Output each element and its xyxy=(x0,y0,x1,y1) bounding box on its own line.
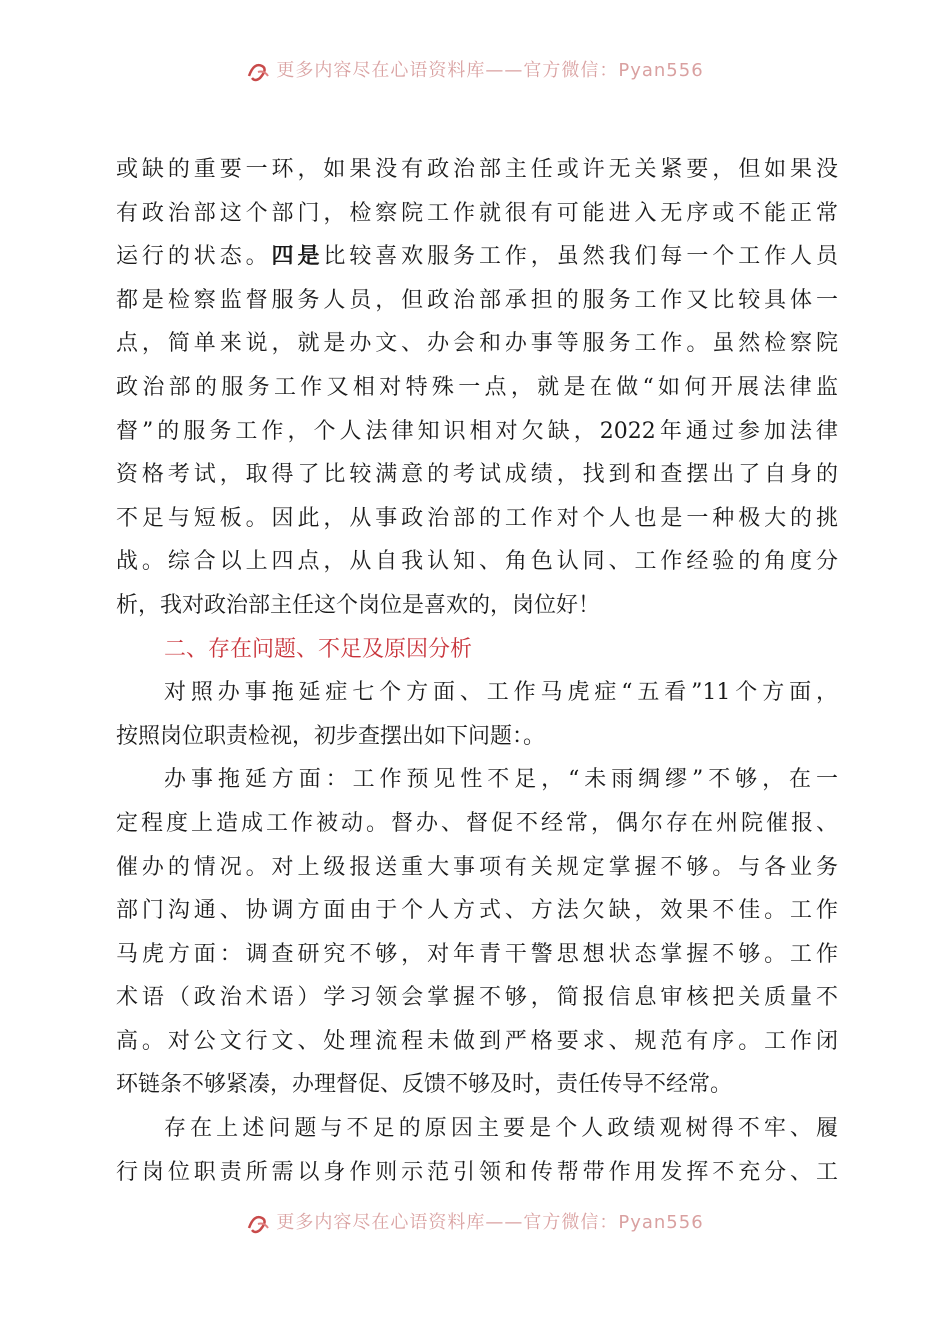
text-line: 督”的服务工作，个人法律知识相对欠缺，2022年通过参加法律 xyxy=(116,418,838,444)
document-body xyxy=(116,148,838,1194)
text-line: 都是检察监督服务人员，但政治部承担的服务工作又比较具体一 xyxy=(116,287,838,313)
text-line: 对照办事拖延症七个方面、工作马虎症“五看”11个方面， xyxy=(164,680,838,706)
text-line: 行岗位职责所需以身作则示范引领和传帮带作用发挥不充分、工 xyxy=(116,1159,838,1185)
text-line: 环链条不够紧凑，办理督促、反馈不够及时，责任传导不经常。 xyxy=(116,1072,733,1098)
paragraph-3 xyxy=(116,758,838,1107)
paragraph-1 xyxy=(116,148,838,628)
text-line: 政治部的服务工作又相对特殊一点，就是在做“如何开展法律监 xyxy=(116,374,838,400)
text-line: 有政治部这个部门，检察院工作就很有可能进入无序或不能正常 xyxy=(116,200,838,226)
bold-lead: 四是 xyxy=(271,243,324,270)
watermark-text: 更多内容尽在心语资料库——官方微信：Pyan556 xyxy=(276,60,704,81)
text-line: 点，简单来说，就是办文、办会和办事等服务工作。虽然检察院 xyxy=(116,331,838,357)
text-line: 催办的情况。对上级报送重大事项有关规定掌握不够。与各业务 xyxy=(116,854,838,880)
text-segment: 运行的状态。 xyxy=(116,244,272,270)
logo-icon xyxy=(246,58,272,84)
paragraph-2 xyxy=(116,671,838,758)
text-line: 资格考试，取得了比较满意的考试成绩，找到和查摆出了自身的 xyxy=(116,462,838,488)
paragraph-4 xyxy=(116,1107,838,1194)
watermark-header xyxy=(0,56,950,84)
text-line xyxy=(116,235,838,279)
text-line: 不足与短板。因此，从事政治部的工作对个人也是一种极大的挑 xyxy=(116,505,838,531)
text-line: 存在上述问题与不足的原因主要是个人政绩观树得不牢、履 xyxy=(164,1116,838,1142)
text-line: 术语（政治术语）学习领会掌握不够，简报信息审核把关质量不 xyxy=(116,985,838,1011)
watermark-text: 更多内容尽在心语资料库——官方微信：Pyan556 xyxy=(276,1212,704,1233)
text-line: 按照岗位职责检视，初步查摆出如下问题：。 xyxy=(116,723,546,749)
watermark-footer xyxy=(0,1208,950,1236)
text-line: 办事拖延方面：工作预见性不足，“未雨绸缪”不够，在一 xyxy=(164,767,838,793)
text-line: 高。对公文行文、处理流程未做到严格要求、规范有序。工作闭 xyxy=(116,1028,838,1054)
text-line: 或缺的重要一环，如果没有政治部主任或许无关紧要，但如果没 xyxy=(116,157,838,182)
text-segment: 比较喜欢服务工作，虽然我们每一个工作人员 xyxy=(323,244,838,270)
text-line: 战。综合以上四点，从自我认知、角色认同、工作经验的角度分 xyxy=(116,549,838,575)
text-line: 部门沟通、协调方面由于个人方式、方法欠缺，效果不佳。工作 xyxy=(116,898,838,924)
text-line: 定程度上造成工作被动。督办、督促不经常，偶尔存在州院催报、 xyxy=(116,810,838,836)
text-line: 马虎方面：调查研究不够，对年青干警思想状态掌握不够。工作 xyxy=(116,941,838,967)
logo-icon xyxy=(246,1210,272,1236)
text-line: 析，我对政治部主任这个岗位是喜欢的，岗位好！ xyxy=(116,592,601,618)
section-heading: 二、存在问题、不足及原因分析 xyxy=(164,636,473,662)
